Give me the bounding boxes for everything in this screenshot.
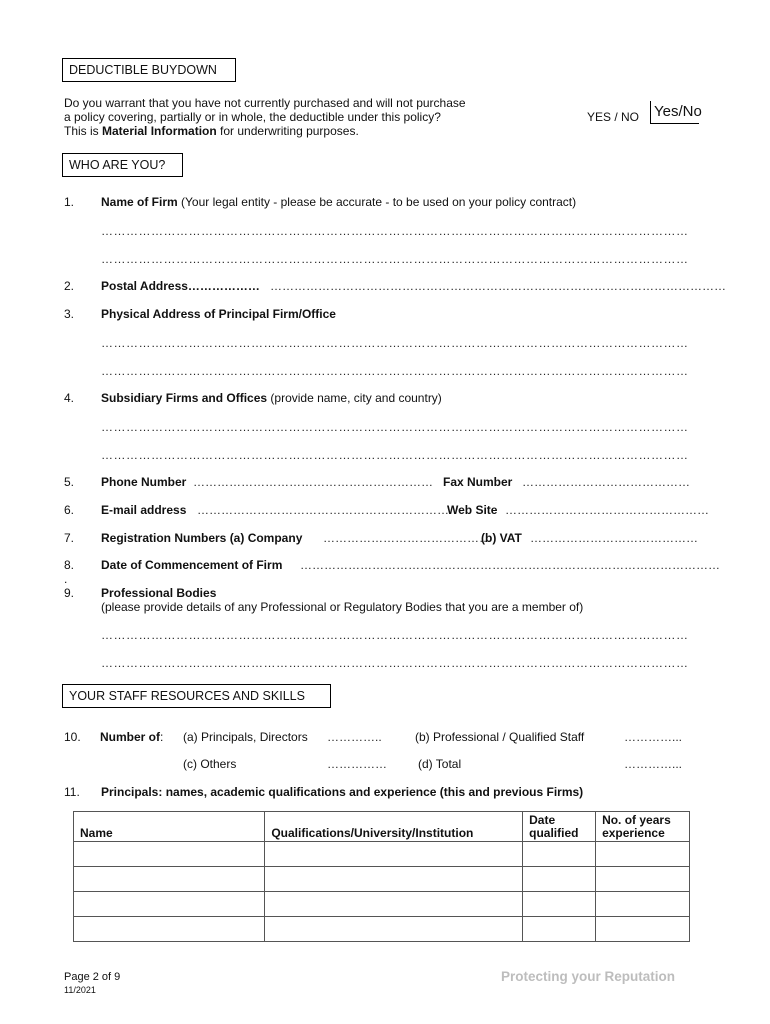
q6-number: 6. bbox=[64, 503, 75, 517]
footer-brand: Protecting your Reputation bbox=[501, 969, 676, 984]
q4-field-line1[interactable]: …………………………………………………………………………………………………………………………… bbox=[101, 420, 689, 434]
cell-years-experience[interactable] bbox=[596, 842, 690, 867]
page-number: Page 2 of 9 bbox=[64, 971, 121, 983]
material-information-label: Material Information bbox=[102, 124, 217, 138]
q10c-field[interactable]: …………… bbox=[327, 757, 387, 771]
q9-note: (please provide details of any Professional or Regulatory Bodies that you are a member of) bbox=[101, 600, 584, 614]
email-label: E-mail address bbox=[101, 503, 187, 517]
cell-name[interactable] bbox=[74, 867, 265, 892]
table-header-row bbox=[74, 812, 690, 842]
header-date-qualified: Date qualified bbox=[523, 812, 596, 842]
principals-label: Principals: names, academic qualifications and experience (this and previous Firms) bbox=[101, 785, 584, 799]
q1-note: (Your legal entity - please be accurate - to be used on your policy contract) bbox=[177, 195, 577, 209]
header-years-experience: No. of years experience bbox=[596, 812, 690, 842]
header-name: Name bbox=[74, 812, 265, 842]
deductible-question-line3-post: for underwriting purposes. bbox=[216, 124, 359, 138]
deductible-question-line1: Do you warrant that you have not currently purchased and will not purchase bbox=[64, 96, 466, 110]
q7-number: 7. bbox=[64, 531, 75, 545]
q9-field-line2[interactable]: …………………………………………………………………………………………………………………………… bbox=[101, 656, 689, 670]
q4-label-bold: Subsidiary Firms and Offices bbox=[101, 391, 268, 405]
fax-number-field[interactable]: …………………………………… bbox=[522, 475, 690, 489]
q3-label bbox=[101, 307, 336, 321]
commencement-field[interactable]: …………………………………………………………………………………………… bbox=[300, 558, 720, 572]
q10d-field[interactable]: …………... bbox=[624, 757, 683, 771]
registration-company-label: Registration Numbers (a) Company bbox=[101, 531, 303, 545]
q2-label-bold: Postal Address……………… bbox=[101, 279, 260, 293]
q3-label-bold: Physical Address of Principal Firm/Office bbox=[101, 307, 336, 321]
q9-number: 9. bbox=[64, 586, 75, 600]
registration-company-field[interactable]: …………………………………… bbox=[323, 531, 491, 545]
q6-email-label bbox=[101, 503, 186, 517]
section-header-staff: YOUR STAFF RESOURCES AND SKILLS bbox=[62, 684, 331, 708]
q1-field-line1[interactable]: …………………………………………………………………………………………………………………………… bbox=[101, 224, 689, 238]
q10b-field[interactable]: …………... bbox=[624, 730, 683, 744]
section-header-deductible: DEDUCTIBLE BUYDOWN bbox=[62, 58, 236, 82]
q5-fax-label bbox=[443, 475, 512, 489]
web-site-label: Web Site bbox=[447, 503, 498, 517]
cell-name[interactable] bbox=[74, 917, 265, 942]
principals-table bbox=[73, 811, 690, 942]
header-qualifications: Qualifications/University/Institution bbox=[265, 812, 523, 842]
q3-field-line1[interactable]: …………………………………………………………………………………………………………………………… bbox=[101, 336, 689, 350]
cell-years-experience[interactable] bbox=[596, 867, 690, 892]
cell-date-qualified[interactable] bbox=[523, 892, 596, 917]
table-row bbox=[74, 867, 690, 892]
fax-number-label: Fax Number bbox=[443, 475, 513, 489]
q4-number: 4. bbox=[64, 391, 75, 405]
q3-field-line2[interactable]: …………………………………………………………………………………………………………………………… bbox=[101, 364, 689, 378]
cell-name[interactable] bbox=[74, 892, 265, 917]
section-header-who: WHO ARE YOU? bbox=[62, 153, 183, 177]
q1-label-bold: Name of Firm bbox=[101, 195, 178, 209]
footer-date: 11/2021 bbox=[64, 985, 96, 995]
q4-note: (provide name, city and country) bbox=[267, 391, 442, 405]
cell-qualifications[interactable] bbox=[265, 892, 523, 917]
deductible-question-line2: a policy covering, partially or in whole, the deductible under this policy? bbox=[64, 110, 441, 124]
deductible-question bbox=[64, 96, 466, 138]
q10b-label: (b) Professional / Qualified Staff bbox=[415, 730, 585, 744]
q1-label bbox=[101, 195, 576, 209]
phone-number-field[interactable]: …………………………………………………… bbox=[193, 475, 433, 489]
cell-qualifications[interactable] bbox=[265, 867, 523, 892]
deductible-question-line3-pre: This is bbox=[64, 124, 103, 138]
q10-label bbox=[100, 730, 163, 744]
table-row bbox=[74, 842, 690, 867]
q11-number: 11. bbox=[64, 785, 80, 799]
deductible-question-line3 bbox=[64, 124, 466, 138]
q10-number: 10. bbox=[64, 730, 81, 744]
vat-field[interactable]: …………………………………… bbox=[530, 531, 698, 545]
q1-number: 1. bbox=[64, 195, 75, 209]
q10a-label: (a) Principals, Directors bbox=[183, 730, 308, 744]
q11-label bbox=[101, 785, 583, 799]
table-row bbox=[74, 892, 690, 917]
q4-field-line2[interactable]: …………………………………………………………………………………………………………………………… bbox=[101, 448, 689, 462]
q4-label bbox=[101, 391, 442, 405]
q8-label bbox=[101, 558, 282, 572]
q10d-label: (d) Total bbox=[418, 757, 462, 771]
yes-no-field[interactable]: Yes/No bbox=[650, 101, 699, 124]
q3-number: 3. bbox=[64, 307, 75, 321]
q2-field[interactable]: …………………………………………………………………………………………………… bbox=[270, 279, 726, 293]
cell-qualifications[interactable] bbox=[265, 842, 523, 867]
cell-date-qualified[interactable] bbox=[523, 842, 596, 867]
commencement-label: Date of Commencement of Firm bbox=[101, 558, 283, 572]
q10-colon: : bbox=[160, 730, 164, 744]
q8-number: 8. bbox=[64, 558, 75, 572]
cell-qualifications[interactable] bbox=[265, 917, 523, 942]
q10a-field[interactable]: ………….. bbox=[327, 730, 382, 744]
cell-years-experience[interactable] bbox=[596, 917, 690, 942]
web-site-field[interactable]: …………………………………………… bbox=[505, 503, 709, 517]
q5-number: 5. bbox=[64, 475, 75, 489]
yes-no-label: YES / NO bbox=[587, 110, 640, 124]
q9-label bbox=[101, 586, 216, 600]
q2-label bbox=[101, 279, 260, 293]
professional-bodies-label: Professional Bodies bbox=[101, 586, 217, 600]
q5-phone-label bbox=[101, 475, 186, 489]
number-of-label: Number of bbox=[100, 730, 160, 744]
cell-name[interactable] bbox=[74, 842, 265, 867]
q2-number: 2. bbox=[64, 279, 75, 293]
cell-years-experience[interactable] bbox=[596, 892, 690, 917]
q1-field-line2[interactable]: …………………………………………………………………………………………………………………………… bbox=[101, 252, 689, 266]
q10c-label: (c) Others bbox=[183, 757, 237, 771]
cell-date-qualified[interactable] bbox=[523, 917, 596, 942]
email-field[interactable]: ……………………………………………………… bbox=[197, 503, 449, 517]
vat-label: (b) VAT bbox=[481, 531, 522, 545]
phone-number-label: Phone Number bbox=[101, 475, 187, 489]
cell-date-qualified[interactable] bbox=[523, 867, 596, 892]
q7-vat-label bbox=[481, 531, 522, 545]
q6-web-label bbox=[447, 503, 497, 517]
q8-stray-dot: . bbox=[64, 572, 68, 586]
q9-field-line1[interactable]: …………………………………………………………………………………………………………………………… bbox=[101, 628, 689, 642]
table-row bbox=[74, 917, 690, 942]
q7-company-label bbox=[101, 531, 302, 545]
